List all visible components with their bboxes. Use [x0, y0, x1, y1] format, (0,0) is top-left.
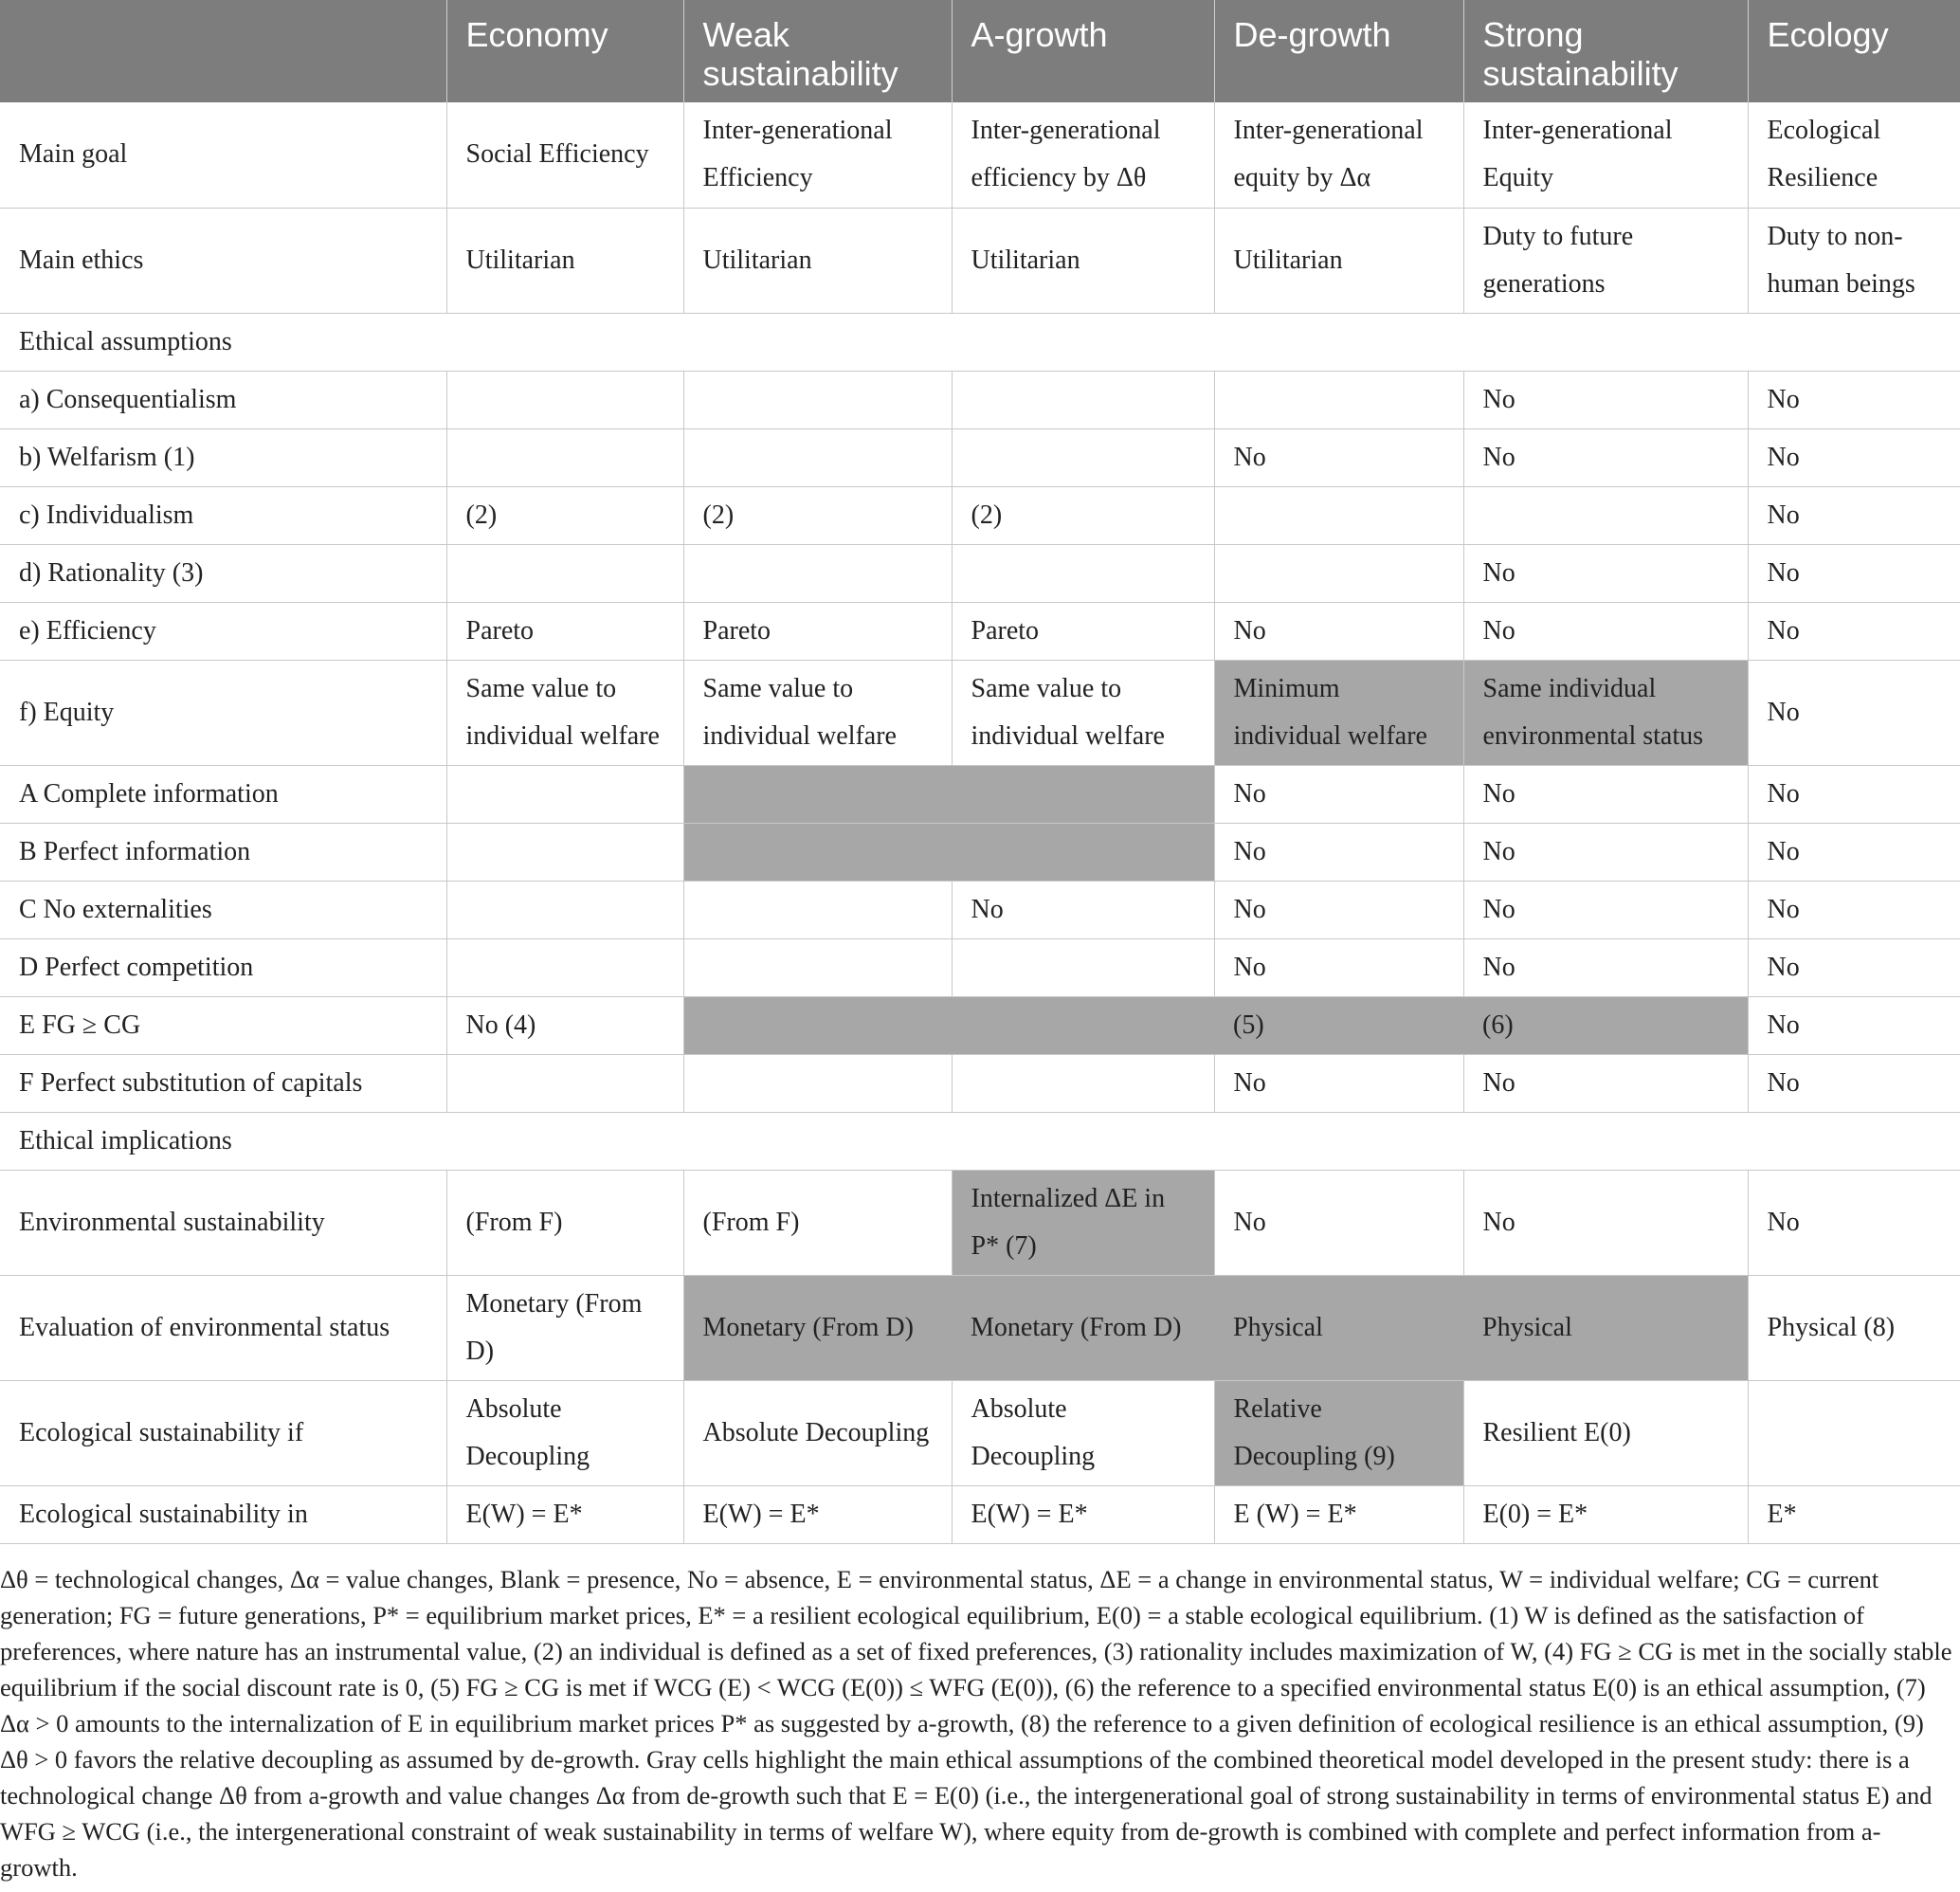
- table-cell: Pareto: [952, 602, 1214, 660]
- table-cell: [683, 881, 952, 938]
- table-cell: (2): [683, 486, 952, 544]
- table-cell: [446, 765, 683, 823]
- table-cell: No: [1748, 428, 1960, 486]
- table-cell: No: [1463, 881, 1748, 938]
- table-cell: No: [1748, 371, 1960, 428]
- header-row: [0, 0, 1960, 102]
- table-row: [0, 486, 1960, 544]
- table-cell: No: [1748, 1170, 1960, 1275]
- table-cell: [1214, 486, 1463, 544]
- row-label: c) Individualism: [0, 486, 446, 544]
- table-cell: E*: [1748, 1485, 1960, 1543]
- row-label: Environmental sustainability: [0, 1170, 446, 1275]
- header-ecology: Ecology: [1748, 0, 1960, 102]
- table-cell: [952, 428, 1214, 486]
- table-cell: Inter-generational equity by Δα: [1214, 102, 1463, 208]
- table-cell: No: [1748, 765, 1960, 823]
- table-cell: Duty to future generations: [1463, 208, 1748, 313]
- header-weak-sustainability: Weak sustainability: [683, 0, 952, 102]
- table-cell: No: [1463, 938, 1748, 996]
- table-cell: (2): [952, 486, 1214, 544]
- row-label: a) Consequentialism: [0, 371, 446, 428]
- row-label: e) Efficiency: [0, 602, 446, 660]
- table-row: [0, 1054, 1960, 1112]
- header-a-growth: A-growth: [952, 0, 1214, 102]
- table-row: [0, 1170, 1960, 1275]
- table-cell: No: [1748, 660, 1960, 765]
- header-de-growth: De-growth: [1214, 0, 1463, 102]
- table-cell: Utilitarian: [1214, 208, 1463, 313]
- table-row: [0, 1275, 1960, 1380]
- table-row: [0, 208, 1960, 313]
- table-cell: [446, 938, 683, 996]
- table-cell: [683, 544, 952, 602]
- highlighted-cell: [683, 765, 952, 823]
- table-cell: Same value to individual welfare: [446, 660, 683, 765]
- header-economy: Economy: [446, 0, 683, 102]
- table-row: [0, 996, 1960, 1054]
- table-row: [0, 544, 1960, 602]
- table-cell: Absolute Decoupling: [446, 1380, 683, 1485]
- table-cell: Utilitarian: [683, 208, 952, 313]
- table-cell: E(W) = E*: [446, 1485, 683, 1543]
- table-cell: Same value to individual welfare: [683, 660, 952, 765]
- table-cell: [446, 1054, 683, 1112]
- highlighted-cell: (6): [1463, 996, 1748, 1054]
- table-cell: Utilitarian: [952, 208, 1214, 313]
- table-cell: Inter-generational efficiency by Δθ: [952, 102, 1214, 208]
- table-cell: No: [1214, 823, 1463, 881]
- table-cell: No: [1463, 765, 1748, 823]
- table-cell: Utilitarian: [446, 208, 683, 313]
- table-cell: [446, 428, 683, 486]
- table-cell: Resilient E(0): [1463, 1380, 1748, 1485]
- table-cell: [683, 371, 952, 428]
- table-cell: Pareto: [446, 602, 683, 660]
- table-cell: No: [1214, 765, 1463, 823]
- table-cell: [1463, 486, 1748, 544]
- row-label: F Perfect substitution of capitals: [0, 1054, 446, 1112]
- table-cell: E(W) = E*: [952, 1485, 1214, 1543]
- table-cell: [446, 823, 683, 881]
- table-cell: No: [1748, 486, 1960, 544]
- header-corner: [0, 0, 446, 102]
- table-cell: No: [1748, 1054, 1960, 1112]
- row-label: Ecological sustainability in: [0, 1485, 446, 1543]
- row-label: Ecological sustainability if: [0, 1380, 446, 1485]
- highlighted-cell: Monetary (From D): [952, 1275, 1214, 1380]
- table-cell: [683, 938, 952, 996]
- highlighted-cell: [952, 996, 1214, 1054]
- table-row: [0, 765, 1960, 823]
- row-label: Main goal: [0, 102, 446, 208]
- table-cell: Monetary (From D): [446, 1275, 683, 1380]
- table-cell: No: [1463, 1170, 1748, 1275]
- table-cell: No: [952, 881, 1214, 938]
- row-label: B Perfect information: [0, 823, 446, 881]
- row-label: A Complete information: [0, 765, 446, 823]
- table-row: [0, 371, 1960, 428]
- row-label: D Perfect competition: [0, 938, 446, 996]
- table-footnote: Δθ = technological changes, Δα = value changes, Blank = presence, No = absence, E = environmental status, ΔE = a change in environmental status, W = individual welfare; CG = current generation; FG = future generations, P* = equilibrium market prices, E* = a resilient ecological equilibrium, E(0) = a stable ecological equilibrium. (1) W is defined as the satisfaction of preferences, where nature has an instrumental value, (2) an individual is defined as a set of fixed preferences, (3) rationality includes maximization of W, (4) FG ≥ CG is met in the socially stable equilibrium if the social discount rate is 0, (5) FG ≥ CG is met if WCG (E) < WCG (E(0)) ≤ WFG (E(0)), (6) the reference to a specified environmental status E(0) is an ethical assumption, (7) Δα > 0 amounts to the internalization of E in equilibrium market prices P* as suggested by a-growth, (8) the reference to a given definition of ecological resilience is an ethical assumption, (9) Δθ > 0 favors the relative decoupling as assumed by de-growth. Gray cells highlight the main ethical assumptions of the combined theoretical model developed in the present study: there is a technological change Δθ from a-growth and value changes Δα from de-growth such that E = E(0) (i.e., the intergenerational goal of strong sustainability in terms of environmental status E) and WFG ≥ WCG (i.e., the intergenerational constraint of weak sustainability in terms of welfare W), where equity from de-growth is combined with complete and perfect information from a-growth.: [0, 1565, 1952, 1882]
- table-cell: E (W) = E*: [1214, 1485, 1463, 1543]
- table-cell: [952, 544, 1214, 602]
- table-cell: No: [1748, 544, 1960, 602]
- table-cell: Ecological Resilience: [1748, 102, 1960, 208]
- table-cell: E(W) = E*: [683, 1485, 952, 1543]
- table-cell: [446, 544, 683, 602]
- table-cell: Same value to individual welfare: [952, 660, 1214, 765]
- table-cell: No: [1463, 371, 1748, 428]
- highlighted-cell: Relative Decoupling (9): [1214, 1380, 1463, 1485]
- table-row: [0, 823, 1960, 881]
- table-cell: (From F): [446, 1170, 683, 1275]
- table-row: [0, 938, 1960, 996]
- table-cell: [952, 1054, 1214, 1112]
- table-cell: [683, 1054, 952, 1112]
- highlighted-cell: Physical: [1214, 1275, 1463, 1380]
- row-label: b) Welfarism (1): [0, 428, 446, 486]
- table-cell: [446, 881, 683, 938]
- row-label: Evaluation of environmental status: [0, 1275, 446, 1380]
- table-cell: No: [1748, 602, 1960, 660]
- table-cell: No: [1463, 823, 1748, 881]
- row-label: E FG ≥ CG: [0, 996, 446, 1054]
- highlighted-cell: Monetary (From D): [683, 1275, 952, 1380]
- row-label: f) Equity: [0, 660, 446, 765]
- section-heading: Ethical implications: [0, 1112, 1960, 1170]
- table-cell: No: [1214, 602, 1463, 660]
- table-cell: No: [1463, 544, 1748, 602]
- table-cell: Social Efficiency: [446, 102, 683, 208]
- table-cell: Inter-generational Efficiency: [683, 102, 952, 208]
- highlighted-cell: [683, 823, 952, 881]
- table-cell: [1748, 1380, 1960, 1485]
- table-cell: No: [1463, 602, 1748, 660]
- highlighted-cell: Minimum individual welfare: [1214, 660, 1463, 765]
- section-row: [0, 1112, 1960, 1170]
- highlighted-cell: Internalized ΔE in P* (7): [952, 1170, 1214, 1275]
- table-cell: [952, 938, 1214, 996]
- table-cell: E(0) = E*: [1463, 1485, 1748, 1543]
- table-cell: No: [1214, 938, 1463, 996]
- highlighted-cell: [952, 823, 1214, 881]
- table-cell: [683, 428, 952, 486]
- table-row: [0, 102, 1960, 208]
- table-cell: No: [1748, 881, 1960, 938]
- table-cell: No (4): [446, 996, 683, 1054]
- table-cell: No: [1748, 823, 1960, 881]
- table-cell: Inter-generational Equity: [1463, 102, 1748, 208]
- table-cell: No: [1214, 881, 1463, 938]
- table-cell: (From F): [683, 1170, 952, 1275]
- table-cell: No: [1214, 1054, 1463, 1112]
- table-cell: [1214, 371, 1463, 428]
- table-cell: No: [1463, 1054, 1748, 1112]
- row-label: d) Rationality (3): [0, 544, 446, 602]
- table-cell: [446, 371, 683, 428]
- highlighted-cell: [952, 765, 1214, 823]
- table-cell: Physical (8): [1748, 1275, 1960, 1380]
- table-row: [0, 428, 1960, 486]
- table-cell: (2): [446, 486, 683, 544]
- table-cell: No: [1748, 996, 1960, 1054]
- table-row: [0, 881, 1960, 938]
- table-cell: No: [1214, 428, 1463, 486]
- table-cell: Duty to non-human beings: [1748, 208, 1960, 313]
- highlighted-cell: (5): [1214, 996, 1463, 1054]
- table-cell: Absolute Decoupling: [952, 1380, 1214, 1485]
- highlighted-cell: [683, 996, 952, 1054]
- section-row: [0, 313, 1960, 371]
- table-cell: No: [1463, 428, 1748, 486]
- table-row: [0, 660, 1960, 765]
- table-cell: [1214, 544, 1463, 602]
- highlighted-cell: Physical: [1463, 1275, 1748, 1380]
- table-cell: Absolute Decoupling: [683, 1380, 952, 1485]
- table-cell: Pareto: [683, 602, 952, 660]
- table-cell: No: [1748, 938, 1960, 996]
- table-row: [0, 1380, 1960, 1485]
- section-heading: Ethical assumptions: [0, 313, 1960, 371]
- table-cell: [952, 371, 1214, 428]
- highlighted-cell: Same individual environmental status: [1463, 660, 1748, 765]
- row-label: Main ethics: [0, 208, 446, 313]
- table-row: [0, 1485, 1960, 1543]
- table-cell: No: [1214, 1170, 1463, 1275]
- header-strong-sustainability: Strong sustainability: [1463, 0, 1748, 102]
- row-label: C No externalities: [0, 881, 446, 938]
- table-row: [0, 602, 1960, 660]
